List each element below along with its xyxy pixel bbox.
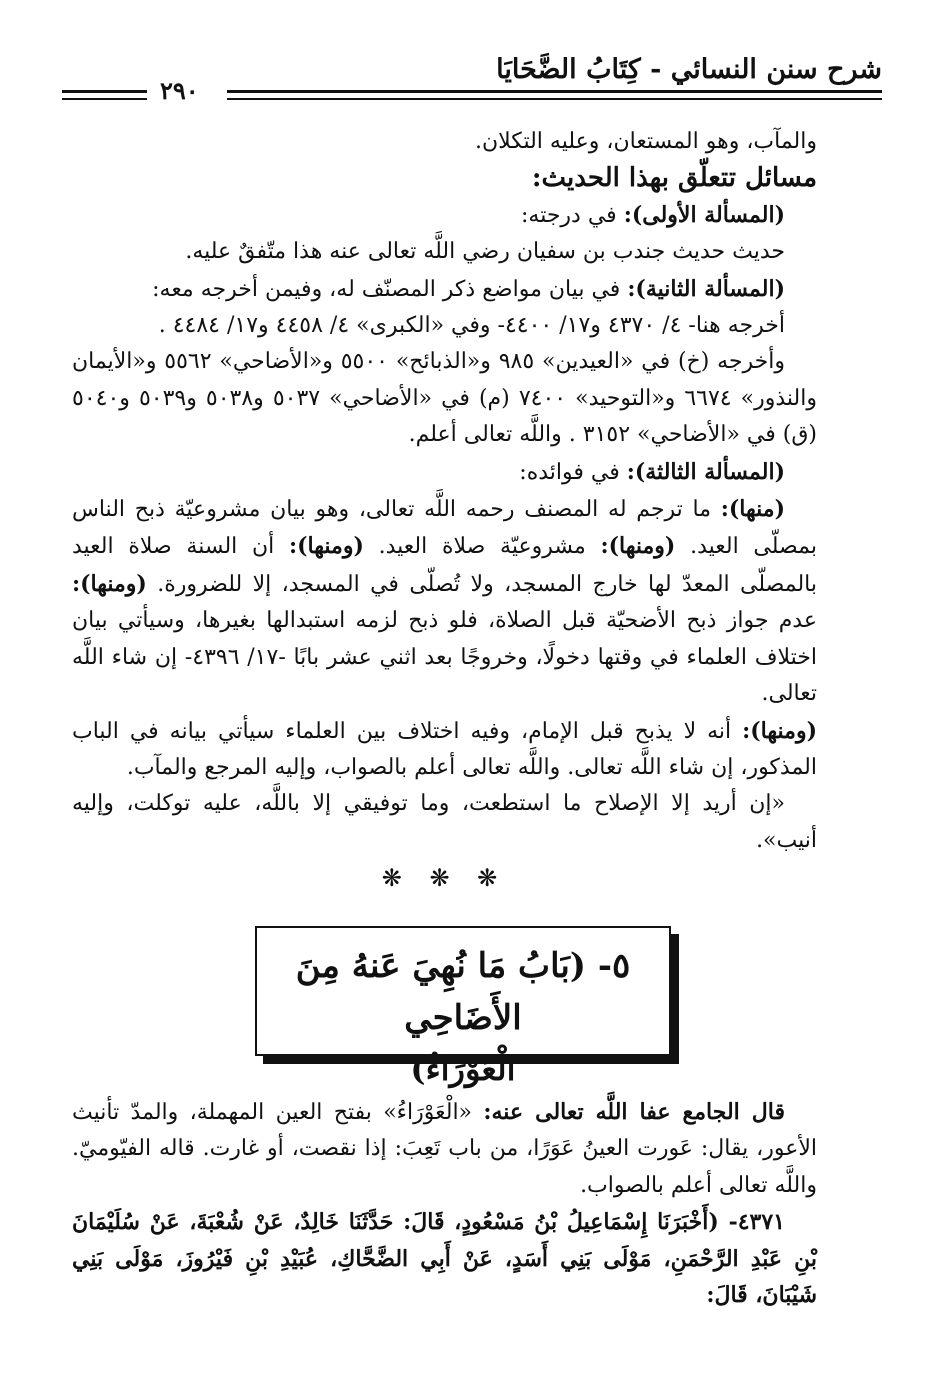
benefit-label: (ومنها):: [72, 570, 147, 597]
issue-1-text: حديث حديث جندب بن سفيان رضي اللَّه تعالى عنه هذا متّفقٌ عليه.: [185, 239, 785, 265]
issue-2-text: أخرجه هنا- ٤/ ٤٣٧٠ و١٧/ ٤٤٠٠- وفي «الكبرى» ٤/ ٤٤٥٨ و١٧/ ٤٤٨٤ .: [158, 313, 785, 339]
issue-label: (المسألة الأولى):: [623, 201, 785, 228]
body-text: [72, 124, 817, 897]
body-text: [72, 1094, 817, 1313]
hadith-chain: [72, 1204, 817, 1313]
benefit-text: عدم جواز ذبح الأضحيّة قبل الصلاة، فلو ذبح لزمه استبدالها بغيرها، وسيأتي بيان اختلاف العلماء في وقتها دخولًا، وخروجًا بعد اثني عشر بابًا -١٧/ ٤٣٩٦- إن شاء اللَّه تعالى.: [72, 608, 817, 707]
hadith-text: (أَخْبَرَنَا إِسْمَاعِيلُ بْنُ مَسْعُودٍ، قَالَ: حَدَّثَنَا خَالِدٌ، عَنْ شُعْبَةَ، عَنْ سُلَيْمَانَ بْنِ عَبْدِ الرَّحْمَنِ، مَوْلَى بَنِي أَسَدٍ، عَنْ أَبِي الضَّحَّاكِ، عُبَيْدِ بْنِ فَيْرُوزَ، مَوْلَى بَنِي شَيْبَانَ، قَالَ:: [72, 1209, 817, 1309]
issue-2-heading: [72, 271, 817, 308]
chapter-title-box: [255, 926, 671, 1088]
chapter-title: ٥- (بَابُ مَا نُهِيَ عَنهُ مِنَ الأَضَاحِي: [295, 946, 631, 1038]
compiler-label: قال الجامع عفا اللَّه تعالى عنه:: [483, 1099, 785, 1125]
issue-title: في فوائده:: [519, 459, 620, 485]
header-rule: [227, 98, 882, 100]
benefit-text: مشروعيّة صلاة العيد.: [378, 534, 586, 560]
issue-3-benefits: [72, 491, 817, 712]
issue-title: في بيان مواضع ذكر المصنّف له، وفيمن أخرجه معه:: [152, 276, 621, 302]
issue-label: (المسألة الثانية):: [627, 275, 785, 302]
issue-label: (المسألة الثالثة):: [626, 458, 785, 485]
chapter-title: الْعَوْرَاءُ): [410, 1050, 516, 1088]
page-header: [62, 52, 882, 105]
benefit-text: ما ترجم له المصنف رحمه اللَّه تعالى، وهو بيان مشروعيّة ذبح الناس بمصلّى العيد.: [72, 497, 817, 560]
benefit-text: أن السنة صلاة العيد بالمصلّى المعدّ لها خارج المسجد، ولا تُصلّى في المسجد، إلا للضرورة.: [72, 534, 817, 597]
closing-quote: «إن أريد إلا الإصلاح ما استطعت، وما توفيقي إلا باللَّه، عليه توكلت، وإليه أنيب».: [72, 791, 817, 853]
separator-stars: ❋ ❋ ❋: [381, 864, 508, 893]
benefit-label: (ومنها):: [742, 717, 817, 744]
header-rule: [62, 98, 147, 100]
benefit-label: (منها):: [720, 496, 785, 523]
compiler-text: «الْعَوْرَاءُ» بفتح العين المهملة، والمدّ تأنيث الأعور، يقال: عَورت العينُ عَوَرًا، من باب تَعِبَ: إذا نقصت، أو غارت. قاله الفيّوميّ. واللَّه تعالى أعلم بالصواب.: [72, 1100, 817, 1198]
issue-3-heading: [72, 454, 817, 491]
benefit-text: أنه لا يذبح قبل الإمام، وفيه اختلاف بين العلماء سيأتي بيانه في الباب المذكور، إن شاء اللَّه تعالى. واللَّه تعالى أعلم بالصواب، وإليه المرجع والمآب.: [72, 718, 817, 780]
compiler-note: [72, 1094, 817, 1204]
page-number: ٢٩٠: [160, 76, 199, 105]
running-title: شرح سنن النسائي - كِتَابُ الضَّحَايَا: [496, 54, 882, 85]
issue-1-heading: [72, 197, 817, 234]
benefit-label: (ومنها):: [289, 533, 364, 560]
issue-2-text: وأخرجه (خ) في «العيدين» ٩٨٥ و«الذبائح» ٥٥٠٠ و«الأضاحي» ٥٥٦٢ و«الأيمان والنذور» ٦٦٧٤ و«التوحيد» ٧٤٠٠ (م) في «الأضاحي» ٥٠٣٧ و٥٠٣٨ و٥٠٣٩ و٥٠٤٠ (ق) في «الأضاحي» ٣١٥٢ . واللَّه تعالى أعلم.: [72, 349, 817, 448]
section-heading: مسائل تتعلّق بهذا الحديث:: [531, 163, 817, 194]
hadith-number: ٤٣٧١-: [728, 1209, 785, 1236]
benefit-label: (ومنها):: [600, 533, 676, 560]
header-rule: [62, 90, 147, 93]
intro-paragraph: والمآب، وهو المستعان، وعليه التكلان.: [475, 129, 817, 154]
header-rule: [227, 90, 882, 93]
issue-3-benefits: [72, 713, 817, 787]
issue-title: في درجته:: [520, 202, 617, 228]
